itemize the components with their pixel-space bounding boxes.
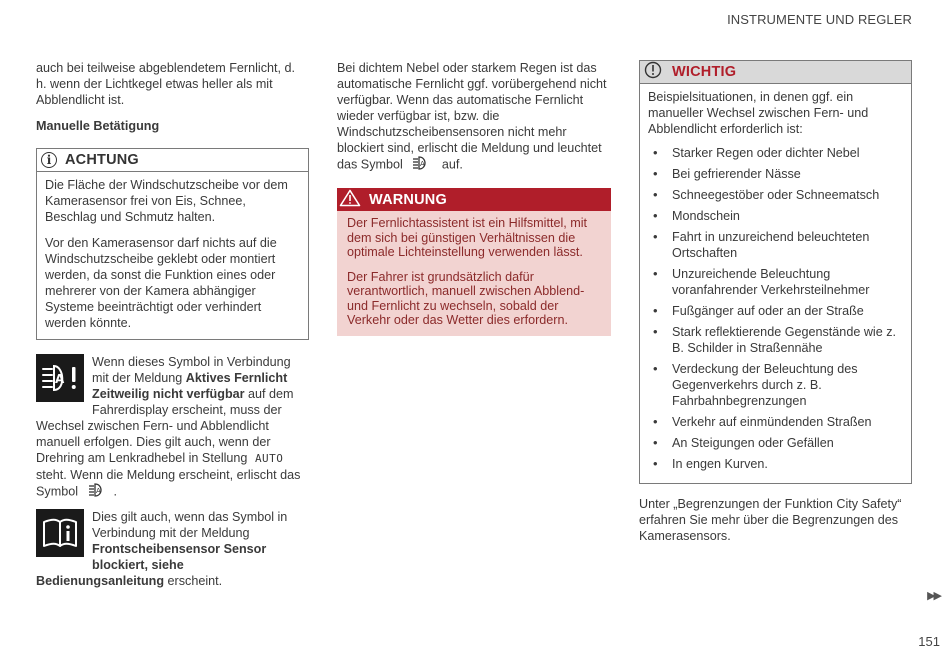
symbol-1-text-a: Wenn dieses Symbol in Verbindung mit der Meldung bbox=[92, 355, 291, 385]
symbol-2-section bbox=[36, 509, 309, 589]
column-2 bbox=[337, 60, 611, 336]
achtung-header bbox=[37, 149, 308, 172]
column-2-paragraph-end: auf. bbox=[441, 157, 463, 172]
warnung-paragraph-2: Der Fahrer ist grundsätzlich dafür verantwortlich, manuell zwischen Abblend- und Fernlicht zu wechseln, sobald der Verkehr oder das Wetter dies erfordern. bbox=[347, 269, 585, 327]
symbol-1-text-d: . bbox=[113, 484, 117, 499]
list-item: • Fußgänger auf oder an der Straße bbox=[648, 303, 903, 319]
column-3 bbox=[639, 60, 912, 544]
symbol-1-section bbox=[36, 354, 309, 501]
high-beam-auto-icon bbox=[412, 156, 432, 174]
svg-text:A: A bbox=[95, 487, 101, 495]
symbol-2-text-a: Dies gilt auch, wenn das Symbol in Verbindung mit der Meldung bbox=[92, 510, 288, 540]
list-item: • Bei gefrierender Nässe bbox=[648, 166, 903, 182]
warnung-title: WARNUNG bbox=[369, 191, 447, 208]
manual-info-symbol-icon bbox=[36, 509, 84, 557]
section-header: INSTRUMENTE UND REGLER bbox=[727, 12, 912, 27]
intro-paragraph: auch bei teilweise abgeblendetem Fernlicht, d. h. wenn der Lichtkegel etwas heller als mit Abblendlicht ist. bbox=[36, 61, 296, 107]
high-beam-auto-icon bbox=[88, 483, 108, 501]
list-item: • Schneegestöber oder Schneematsch bbox=[648, 187, 903, 203]
list-item: • Mondschein bbox=[648, 208, 903, 224]
wichtig-title: WICHTIG bbox=[672, 64, 737, 80]
list-item: • Verdeckung der Beleuchtung des Gegenverkehrs durch z. B. Fahrbahnbegrenzungen bbox=[648, 361, 903, 409]
list-item: • Starker Regen oder dichter Nebel bbox=[648, 145, 903, 161]
list-item: • Unzureichende Beleuchtung voranfahrender Verkehrsteilnehmer bbox=[648, 266, 903, 298]
warnung-box bbox=[337, 188, 611, 336]
continue-arrows-icon: ▶▶ bbox=[927, 590, 940, 602]
wichtig-box bbox=[639, 60, 912, 484]
list-item: • In engen Kurven. bbox=[648, 456, 903, 472]
warning-triangle-icon bbox=[339, 189, 361, 211]
achtung-box bbox=[36, 148, 309, 340]
wichtig-header bbox=[640, 61, 911, 84]
achtung-paragraph-2: Vor den Kamerasensor darf nichts auf die Windschutzscheibe geklebt oder montiert werden, da sonst die Funktion eines oder mehrerer von der Kamera abhängiger Systeme beeinträchtigt oder verhindert werden könnte. bbox=[45, 236, 277, 330]
warnung-paragraph-1: Der Fernlichtassistent ist ein Hilfsmittel, mit dem sich bei günstigen Verhältnissen die optimale Lichteinstellung verwenden lässt. bbox=[347, 216, 588, 259]
high-beam-unavailable-symbol-icon bbox=[36, 354, 84, 402]
auto-label: AUTO bbox=[254, 452, 284, 465]
page-number: 151 bbox=[918, 634, 940, 649]
symbol-1-text-b: auf dem Fahrerdisplay erscheint, muss der Wechsel zwischen Fern- und Abblendlicht manuell erfolgen. Dies gilt auch, wenn der Drehring am Lenkradhebel in Stellung bbox=[36, 387, 294, 465]
city-safety-reference: Unter „Begrenzungen der Funktion City Safety“ erfahren Sie mehr über die Begrenzungen des Kamerasensors. bbox=[639, 497, 902, 543]
manual-operation-heading: Manuelle Betätigung bbox=[36, 119, 160, 133]
list-item: • Stark reflektierende Gegenstände wie z. B. Schilder in Straßennähe bbox=[648, 324, 903, 356]
info-icon: i bbox=[41, 152, 57, 168]
symbol-2-text-b: erscheint. bbox=[164, 574, 223, 588]
list-item: • An Steigungen oder Gefällen bbox=[648, 435, 903, 451]
achtung-title: ACHTUNG bbox=[65, 152, 139, 168]
wichtig-intro: Beispielsituationen, in denen ggf. ein manueller Wechsel zwischen Fern- und Abblendlicht erforderlich ist: bbox=[648, 90, 869, 136]
situation-list bbox=[648, 145, 903, 472]
message-active-high-beam: Aktives Fernlicht Zeitweilig nicht verfügbar bbox=[92, 371, 288, 401]
svg-text:A: A bbox=[55, 372, 65, 386]
message-sensor-blocked: Frontscheibensensor Sensor blockiert, siehe Bedienungsanleitung bbox=[36, 542, 267, 588]
column-2-paragraph: Bei dichtem Nebel oder starkem Regen ist das automatische Fernlicht ggf. vorübergehend nicht verfügbar. Wenn das automatische Fernlicht wieder verfügbar ist, bzw. die Windschutzscheibensensoren nicht mehr blockiert sind, erlischt die Meldung und leuchtet das Symbol bbox=[337, 61, 607, 172]
column-1 bbox=[36, 60, 309, 589]
list-item: • Verkehr auf einmündenden Straßen bbox=[648, 414, 903, 430]
achtung-paragraph-1: Die Fläche der Windschutzscheibe vor dem Kamerasensor frei von Eis, Schnee, Beschlag und Schmutz halten. bbox=[45, 178, 288, 224]
symbol-1-text-c: steht. Wenn die Meldung erscheint, erlischt das Symbol bbox=[36, 468, 301, 499]
list-item: • Fahrt in unzureichend beleuchteten Ortschaften bbox=[648, 229, 903, 261]
svg-text:A: A bbox=[420, 160, 426, 168]
exclamation-circle-icon bbox=[644, 61, 662, 83]
warnung-header bbox=[337, 188, 611, 211]
